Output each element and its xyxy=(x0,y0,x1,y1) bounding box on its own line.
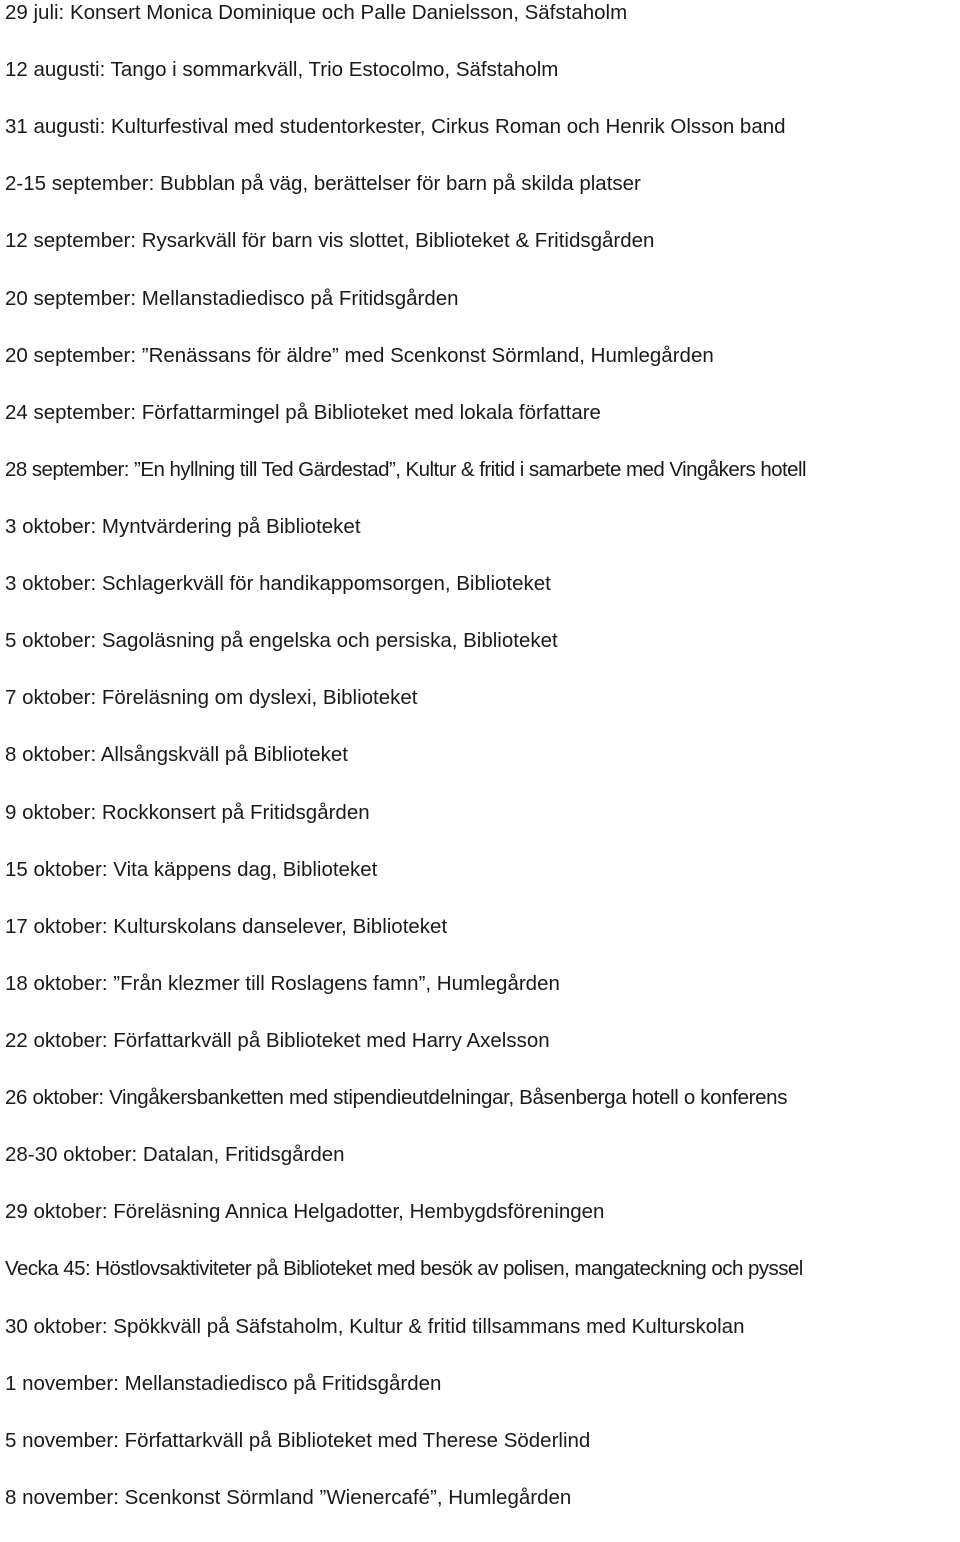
event-line: 5 oktober: Sagoläsning på engelska och persiska, Biblioteket xyxy=(5,629,558,653)
event-line: 22 oktober: Författarkväll på Biblioteket med Harry Axelsson xyxy=(5,1028,550,1052)
event-line: 7 oktober: Föreläsning om dyslexi, Biblioteket xyxy=(5,686,418,710)
event-list xyxy=(5,0,960,1542)
event-line: 8 november: Scenkonst Sörmland ”Wienercafé”, Humlegården xyxy=(5,1485,572,1509)
event-line: 18 oktober: ”Från klezmer till Roslagens famn”, Humlegården xyxy=(5,971,560,995)
event-line: 12 augusti: Tango i sommarkväll, Trio Estocolmo, Säfstaholm xyxy=(5,58,559,82)
event-line: 31 augusti: Kulturfestival med studentorkester, Cirkus Roman och Henrik Olsson band xyxy=(5,115,786,139)
event-line: 30 oktober: Spökkväll på Säfstaholm, Kultur & fritid tillsammans med Kulturskolan xyxy=(5,1314,745,1338)
event-line: 28-30 oktober: Datalan, Fritidsgården xyxy=(5,1143,345,1167)
event-line: 20 september: Mellanstadiedisco på Fritidsgården xyxy=(5,286,459,310)
event-line: 29 juli: Konsert Monica Dominique och Palle Danielsson, Säfstaholm xyxy=(5,1,628,24)
event-line: 29 oktober: Föreläsning Annica Helgadotter, Hembygdsföreningen xyxy=(5,1200,605,1224)
event-line: 17 oktober: Kulturskolans danselever, Biblioteket xyxy=(5,914,448,938)
event-line: 2-15 september: Bubblan på väg, berättelser för barn på skilda platser xyxy=(5,172,641,196)
event-line: 28 september: ”En hyllning till Ted Gärdestad”, Kultur & fritid i samarbete med Vingåkers hotell xyxy=(5,457,807,481)
event-line: Vecka 45: Höstlovsaktiviteter på Biblioteket med besök av polisen, mangateckning och pyssel xyxy=(5,1257,803,1281)
event-line: 5 november: Författarkväll på Biblioteket med Therese Söderlind xyxy=(5,1428,591,1452)
event-line: 15 oktober: Vita käppens dag, Biblioteket xyxy=(5,857,378,881)
event-line: 24 september: Författarmingel på Biblioteket med lokala författare xyxy=(5,400,601,424)
event-line: 9 oktober: Rockkonsert på Fritidsgården xyxy=(5,800,370,824)
event-line: 12 september: Rysarkväll för barn vis slottet, Biblioteket & Fritidsgården xyxy=(5,229,655,253)
event-line: 8 oktober: Allsångskväll på Biblioteket xyxy=(5,743,349,767)
event-line: 20 september: ”Renässans för äldre” med Scenkonst Sörmland, Humlegården xyxy=(5,343,714,367)
event-line: 26 oktober: Vingåkersbanketten med stipendieutdelningar, Båsenberga hotell o konferens xyxy=(5,1086,788,1110)
event-line: 1 november: Mellanstadiedisco på Fritidsgården xyxy=(5,1371,442,1395)
event-line: 3 oktober: Schlagerkväll för handikappomsorgen, Biblioteket xyxy=(5,572,551,596)
event-line: 3 oktober: Myntvärdering på Biblioteket xyxy=(5,514,361,538)
